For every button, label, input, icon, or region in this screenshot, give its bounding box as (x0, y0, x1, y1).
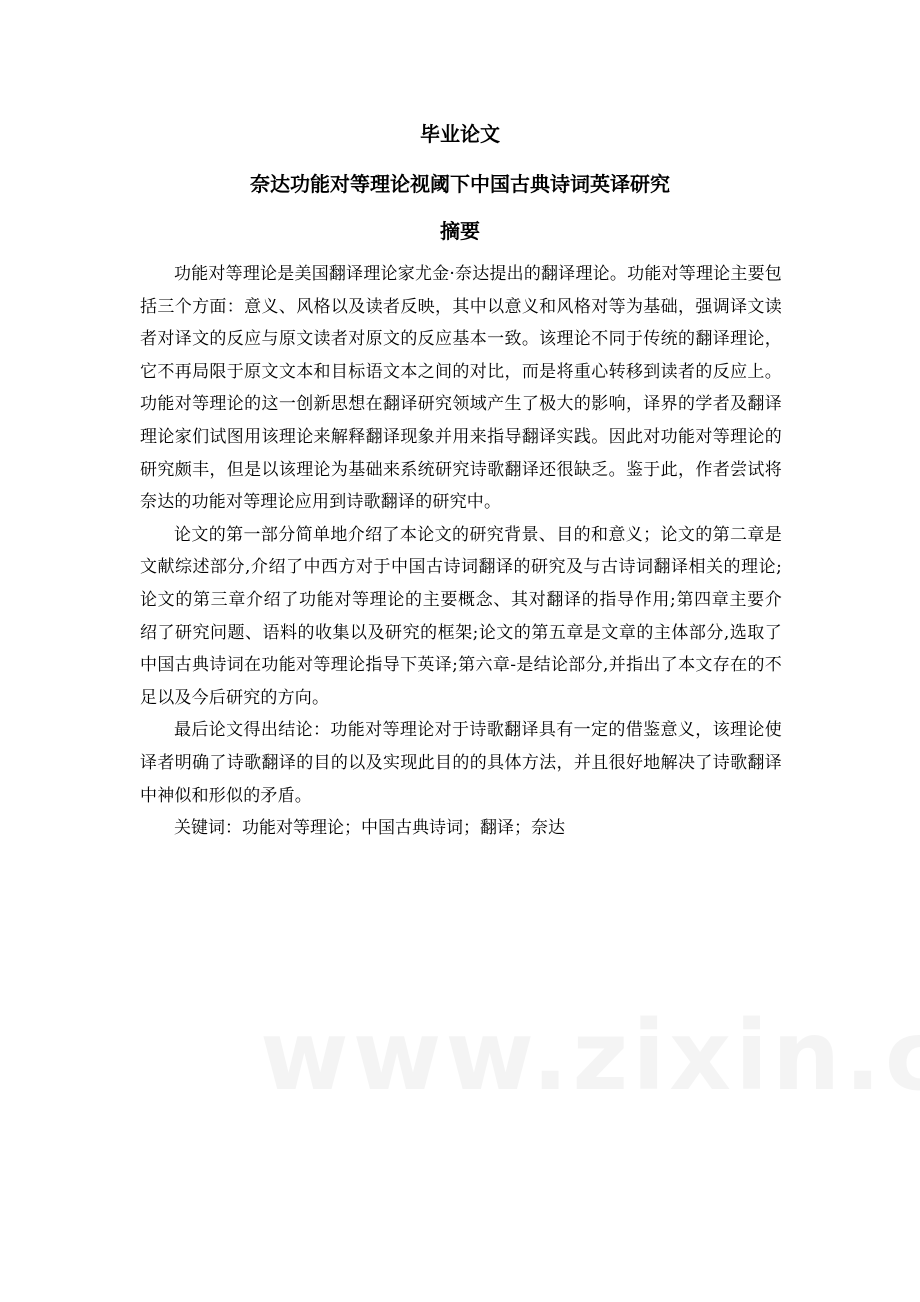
document-type-label: 毕业论文 (420, 122, 500, 146)
keywords-line: 关键词：功能对等理论；中国古典诗词；翻译；奈达 (174, 818, 565, 839)
abstract-paragraph-2: 论文的第一部分简单地介绍了本论文的研究背景、目的和意义；论文的第二章是文献综述部分,介绍了中西方对于中国古诗词翻译的研究及与古诗词翻译相关的理论;论文的第三章介绍了功能对等理论的主要概念、其对翻译的指导作用;第四章主要介绍了研究问题、语料的收集以及研究的框架;论文的第五章是文章的主体部分,选取了中国古典诗词在功能对等理论指导下英译;第六章-是结论部分,并指出了本文存在的不足以及今后研究的方向。 (140, 524, 782, 708)
abstract-paragraph-1: 功能对等理论是美国翻译理论家尤金·奈达提出的翻译理论。功能对等理论主要包括三个方面：意义、风格以及读者反映，其中以意义和风格对等为基础，强调译文读者对译文的反应与原文读者对原文的反应基本一致。该理论不同于传统的翻译理论，它不再局限于原文文本和目标语文本之间的对比，而是将重心转移到读者的反应上。功能对等理论的这一创新思想在翻译研究领域产生了极大的影响，译界的学者及翻译理论家们试图用该理论来解释翻译现象并用来指导翻译实践。因此对功能对等理论的研究颇丰，但是以该理论为基础来系统研究诗歌翻译还很缺乏。鉴于此，作者尝试将奈达的功能对等理论应用到诗歌翻译的研究中。 (140, 264, 782, 513)
watermark (260, 1000, 920, 1112)
thesis-title: 奈达功能对等理论视阈下中国古典诗词英译研究 (250, 172, 670, 196)
abstract-heading: 摘要 (440, 219, 480, 243)
abstract-body (140, 258, 782, 845)
abstract-paragraph-3: 最后论文得出结论：功能对等理论对于诗歌翻译具有一定的借鉴意义，该理论使译者明确了诗歌翻译的目的以及实现此目的的具体方法，并且很好地解决了诗歌翻译中神似和形似的矛盾。 (140, 720, 782, 806)
